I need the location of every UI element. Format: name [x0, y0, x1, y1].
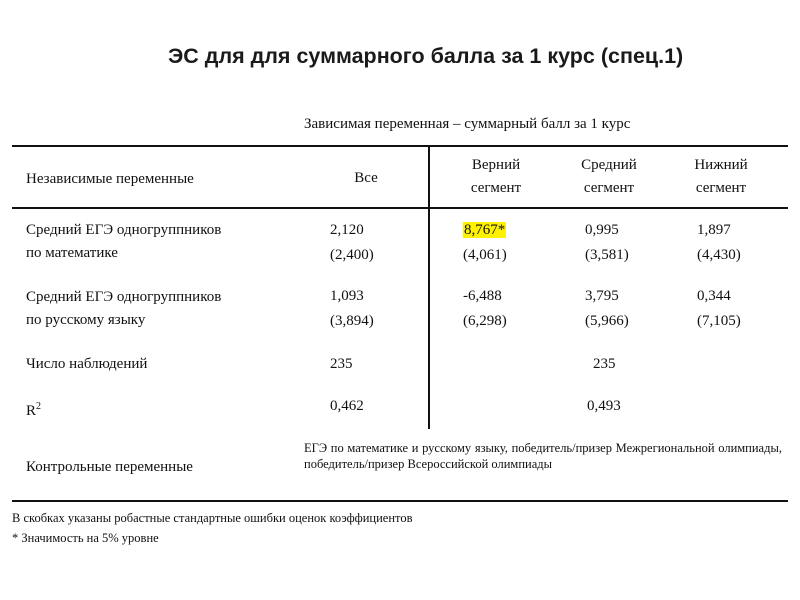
footnote-standard-errors: В скобках указаны робастные стандартные ошибки оценок коэффициентов — [12, 511, 413, 525]
row-label-r-squared: R — [26, 403, 37, 419]
coef-math-upper-highlighted: 8,767* — [464, 222, 506, 238]
slide-title: ЭС для для суммарного балла за 1 курс (спец.1) — [168, 44, 684, 68]
se-russian-middle: (5,966) — [585, 313, 629, 329]
observations-segments: 235 — [593, 356, 616, 372]
header-lower-line1: Нижний — [694, 157, 748, 173]
se-math-upper: (4,061) — [463, 247, 507, 263]
header-upper-line2: сегмент — [470, 180, 522, 196]
observations-all: 235 — [330, 356, 353, 372]
se-math-lower: (4,430) — [697, 247, 741, 263]
coef-russian-lower: 0,344 — [697, 288, 731, 304]
coef-math-middle: 0,995 — [585, 222, 619, 238]
header-independent-variables: Независимые переменные — [26, 171, 194, 187]
coef-math-lower: 1,897 — [697, 222, 731, 238]
r-squared-superscript: 2 — [36, 401, 42, 412]
row-label-controls: Контрольные переменные — [26, 459, 193, 475]
r-squared-all: 0,462 — [330, 398, 364, 414]
table-top-rule — [12, 145, 788, 147]
coef-russian-upper: -6,488 — [463, 288, 502, 304]
header-all: Все — [354, 170, 378, 186]
se-math-middle: (3,581) — [585, 247, 629, 263]
header-middle-line1: Средний — [581, 157, 637, 173]
se-russian-upper: (6,298) — [463, 313, 507, 329]
header-upper-line1: Верний — [471, 157, 521, 173]
row-label-russian-line1: Средний ЕГЭ одногруппников — [26, 289, 222, 305]
header-bottom-rule — [12, 207, 788, 209]
dependent-variable-caption: Зависимая переменная – суммарный балл за 1 курс — [304, 116, 631, 132]
row-label-russian-line2: по русскому языку — [26, 312, 146, 328]
se-russian-all: (3,894) — [330, 313, 374, 329]
header-middle-line2: сегмент — [583, 180, 635, 196]
table-bottom-rule — [12, 500, 788, 502]
coef-russian-all: 1,093 — [330, 288, 364, 304]
controls-description: ЕГЭ по математике и русскому языку, победитель/призер Межрегиональной олимпиады, победитель/призер Всероссийской олимпиады — [304, 441, 782, 471]
se-math-all: (2,400) — [330, 247, 374, 263]
coef-russian-middle: 3,795 — [585, 288, 619, 304]
row-label-math-line2: по математике — [26, 245, 118, 261]
se-russian-lower: (7,105) — [697, 313, 741, 329]
table-column-divider — [428, 145, 430, 429]
row-label-observations: Число наблюдений — [26, 356, 148, 372]
r-squared-segments: 0,493 — [587, 398, 621, 414]
header-lower-line2: сегмент — [695, 180, 747, 196]
footnote-significance: * Значимость на 5% уровне — [12, 531, 159, 545]
coef-math-all: 2,120 — [330, 222, 364, 238]
row-label-math-line1: Средний ЕГЭ одногруппников — [26, 222, 222, 238]
